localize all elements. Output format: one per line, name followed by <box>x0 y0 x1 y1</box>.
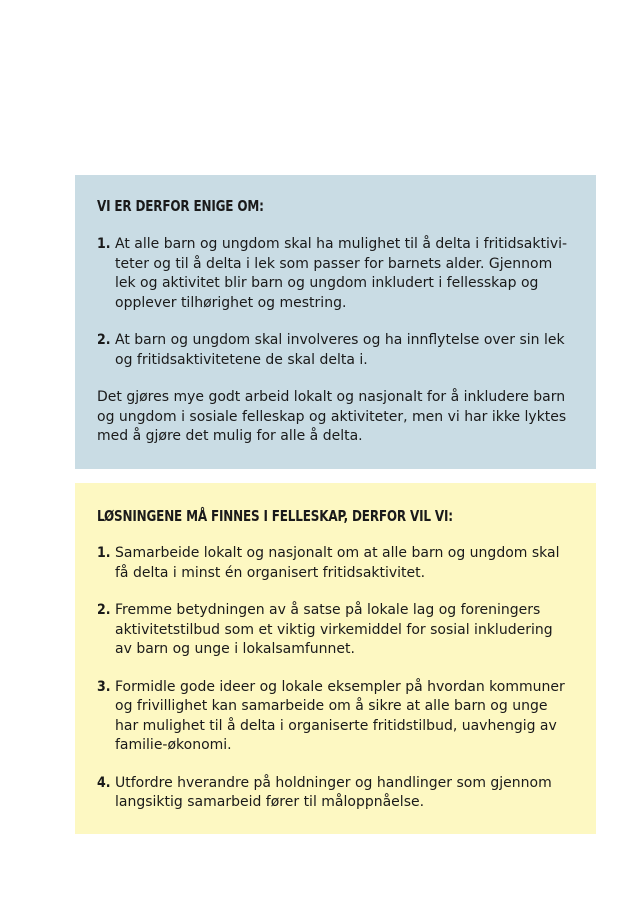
list-text: Samarbeide lokalt og nasjonalt om at alle barn og ungdom skal få delta i minst én organisert fritidsaktivitet. <box>115 545 560 581</box>
agreement-heading: VI ER DERFOR ENIGE OM: <box>97 197 264 215</box>
list-number: 3. <box>97 678 111 695</box>
list-item <box>97 544 572 583</box>
list-item <box>97 678 572 756</box>
solutions-box <box>75 483 596 834</box>
list-number: 2. <box>97 602 111 618</box>
list-number: 2. <box>97 332 111 348</box>
list-item <box>97 601 572 660</box>
list-text: Utfordre hverandre på holdninger og handlinger som gjennom langsiktig samarbeid fører til måloppnåelse. <box>115 774 552 810</box>
list-item <box>97 774 572 813</box>
list-text: Formidle gode ideer og lokale eksempler på hvordan kommuner og frivillighet kan samarbeide om å sikre at alle barn og unge har mulighet til å delta i organiserte fritidstilbud, uavhengig av familie-økonomi. <box>115 678 565 753</box>
solutions-heading: LØSNINGENE MÅ FINNES I FELLESKAP, DERFOR VIL VI: <box>97 507 453 525</box>
list-number: 1. <box>97 236 111 252</box>
list-number: 1. <box>97 545 111 561</box>
list-item <box>97 331 572 370</box>
agreement-paragraph: Det gjøres mye godt arbeid lokalt og nasjonalt for å inkludere barn og ungdom i sosiale felleskap og aktiviteter, men vi har ikke lyktes med å gjøre det mulig for alle å delta. <box>97 389 567 444</box>
list-number: 4. <box>97 774 111 791</box>
list-text: Fremme betydningen av å satse på lokale lag og foreningers aktivitetstilbud som et viktig virkemiddel for sosial inkludering av barn og unge i lokalsamfunnet. <box>115 602 553 657</box>
agreement-box <box>75 175 596 469</box>
list-item <box>97 235 572 313</box>
list-text: At alle barn og ungdom skal ha mulighet til å delta i fritidsaktivi-teter og til å delta i lek som passer for barnets alder. Gjennom lek og aktivitet blir barn og ungdom inkludert i fellesskap og opplever tilhørighet og mestring. <box>115 236 568 311</box>
list-text: At barn og ungdom skal involveres og ha innflytelse over sin lek og fritidsaktivitetene de skal delta i. <box>115 332 565 368</box>
